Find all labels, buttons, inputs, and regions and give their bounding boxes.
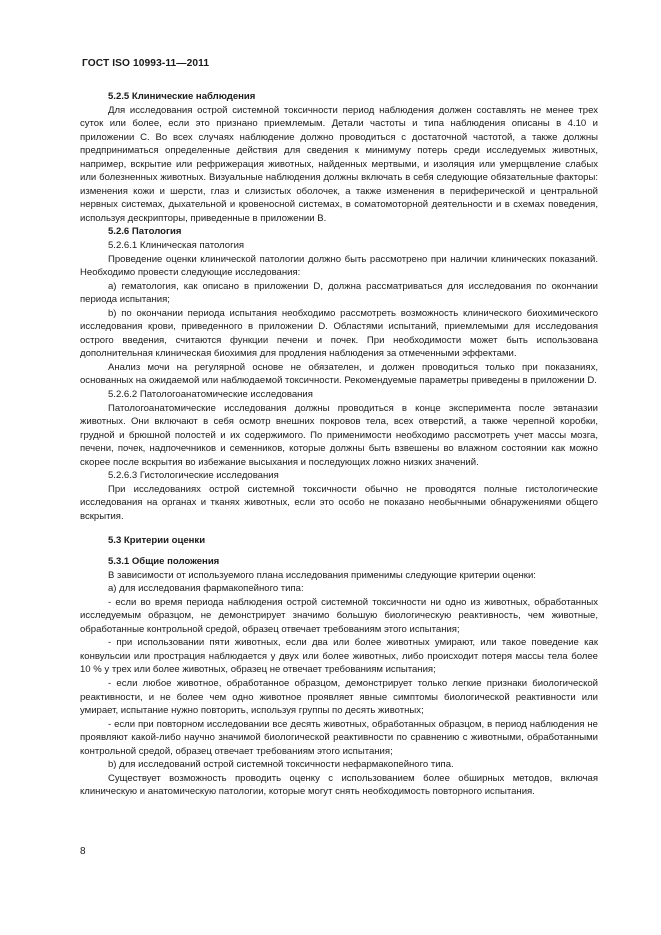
list-item: - при использовании пяти животных, если два или более животных умирают, или такое поведение как конвульсии или прострация наблюдается у двух или более животных, либо происходит потеря массы тела более 10 % у трех или более животных, образец не отвечает требованиям испытания; bbox=[80, 637, 598, 676]
list-item: а) гематология, как описано в приложении D, должна рассматриваться для исследования по окончании периода испытания; bbox=[80, 280, 598, 306]
document-body bbox=[80, 90, 598, 799]
body-paragraph: Для исследования острой системной токсичности период наблюдения должен составлять не менее трех суток или более, если это признано приемлемым. Детали частоты и типа наблюдения описаны в 4.10 и приложении С. Во всех случаях наблюдение должно проводиться с достаточной частотой, а также должны предприниматься определенные действия для сведения к минимуму потерь среди исследуемых животных, например, вскрытие или рефрижерация животных, найденных мертвыми, и изоляция или умерщвление слабых или болезненных животных. Визуальные наблюдения должны включать в себя следующие обязательные факторы: изменения кожи и шерсти, глаз и слизистых оболочек, а также изменения в периферической и центральной нервных системах, дыхательной и кровеносной системах, в соматомоторной деятельности и в схемах поведения, используя дескрипторы, приведенные в приложении В. bbox=[80, 104, 598, 224]
list-item: b) по окончании периода испытания необходимо рассмотреть возможность клинического биохимического исследования крови, приведенного в приложении D. Областями испытаний, приемлемыми для исследования острого введения, считаются функции печени и почек. При необходимости может быть использована дополнительная клиническая биохимия для продления наблюдения за отмеченными эффектами. bbox=[80, 307, 598, 360]
list-item: а) для исследования фармакопейного типа: bbox=[108, 583, 304, 595]
subsection-heading-5-2-6-1: 5.2.6.1 Клиническая патология bbox=[108, 240, 245, 252]
page-number: 8 bbox=[80, 846, 86, 857]
list-item: - если любое животное, обработанное образцом, демонстрирует только легкие признаки биологической реактивности, и не более чем одно животное проявляет явные симптомы биологической реактивности или умирает, испытание нужно повторить, используя группы по десять животных; bbox=[80, 677, 598, 717]
document-header: ГОСТ ISO 10993-11—2011 bbox=[82, 58, 210, 69]
section-heading-5-3-1: 5.3.1 Общие положения bbox=[108, 556, 220, 568]
body-paragraph: В зависимости от используемого плана исследования применимы следующие критерии оценки: bbox=[108, 569, 536, 581]
list-item: - если во время периода наблюдения острой системной токсичности ни одно из животных, обработанных исследуемым образцом, не демонстрирует значимо большую биологическую реактивность, чем животные, обработанные контрольной средой, образец отвечает требованиям этого испытания; bbox=[80, 596, 598, 635]
section-heading-5-2-5: 5.2.5 Клинические наблюдения bbox=[108, 91, 256, 102]
body-paragraph: Проведение оценки клинической патологии должно быть рассмотрено при наличии клинических показаний. Необходимо провести следующие исследования: bbox=[80, 253, 598, 279]
body-paragraph: Патологоанатомические исследования должны проводиться в конце эксперимента после эвтаназии животных. Они включают в себя осмотр внешних покровов тела, всех отверстий, а также черепной коробки, грудной и брюшной полостей и их содержимого. По применимости необходимо рассмотреть учет массы мозга, печени, почек, надпочечников и семенников, которые должны быть взвешены во влажном состоянии как можно скорее после вскрытия во избежание высыхания и последующих ложно низких значений. bbox=[80, 402, 598, 468]
body-paragraph: Анализ мочи на регулярной основе не обязателен, и должен проводиться только при показаниях, основанных на ожидаемой или наблюдаемой токсичности. Рекомендуемые параметры приведены в приложении D. bbox=[80, 361, 598, 387]
subsection-heading-5-2-6-2: 5.2.6.2 Патологоанатомические исследования bbox=[108, 389, 313, 401]
list-item: b) для исследований острой системной токсичности нефармакопейного типа. bbox=[108, 759, 454, 771]
body-paragraph: При исследованиях острой системной токсичности обычно не проводятся полные гистологические исследования на органах и тканях животных, если это особо не показано необычными обнаружениями общего вскрытия. bbox=[80, 483, 598, 522]
subsection-heading-5-2-6-3: 5.2.6.3 Гистологические исследования bbox=[108, 470, 279, 482]
section-heading-5-3: 5.3 Критерии оценки bbox=[108, 534, 206, 546]
body-paragraph: Существует возможность проводить оценку с использованием более обширных методов, включая клиническую и анатомическую патологии, которые могут снять необходимость повторного испытания. bbox=[80, 772, 598, 798]
list-item: - если при повторном исследовании все десять животных, обработанных образцом, в период наблюдения не проявляют какой-либо научно значимой биологической реактивности по сравнению с животными, обработанными контрольной средой, образец отвечает требованиям этого испытания; bbox=[80, 718, 598, 757]
section-heading-5-2-6: 5.2.6 Патология bbox=[108, 226, 182, 238]
